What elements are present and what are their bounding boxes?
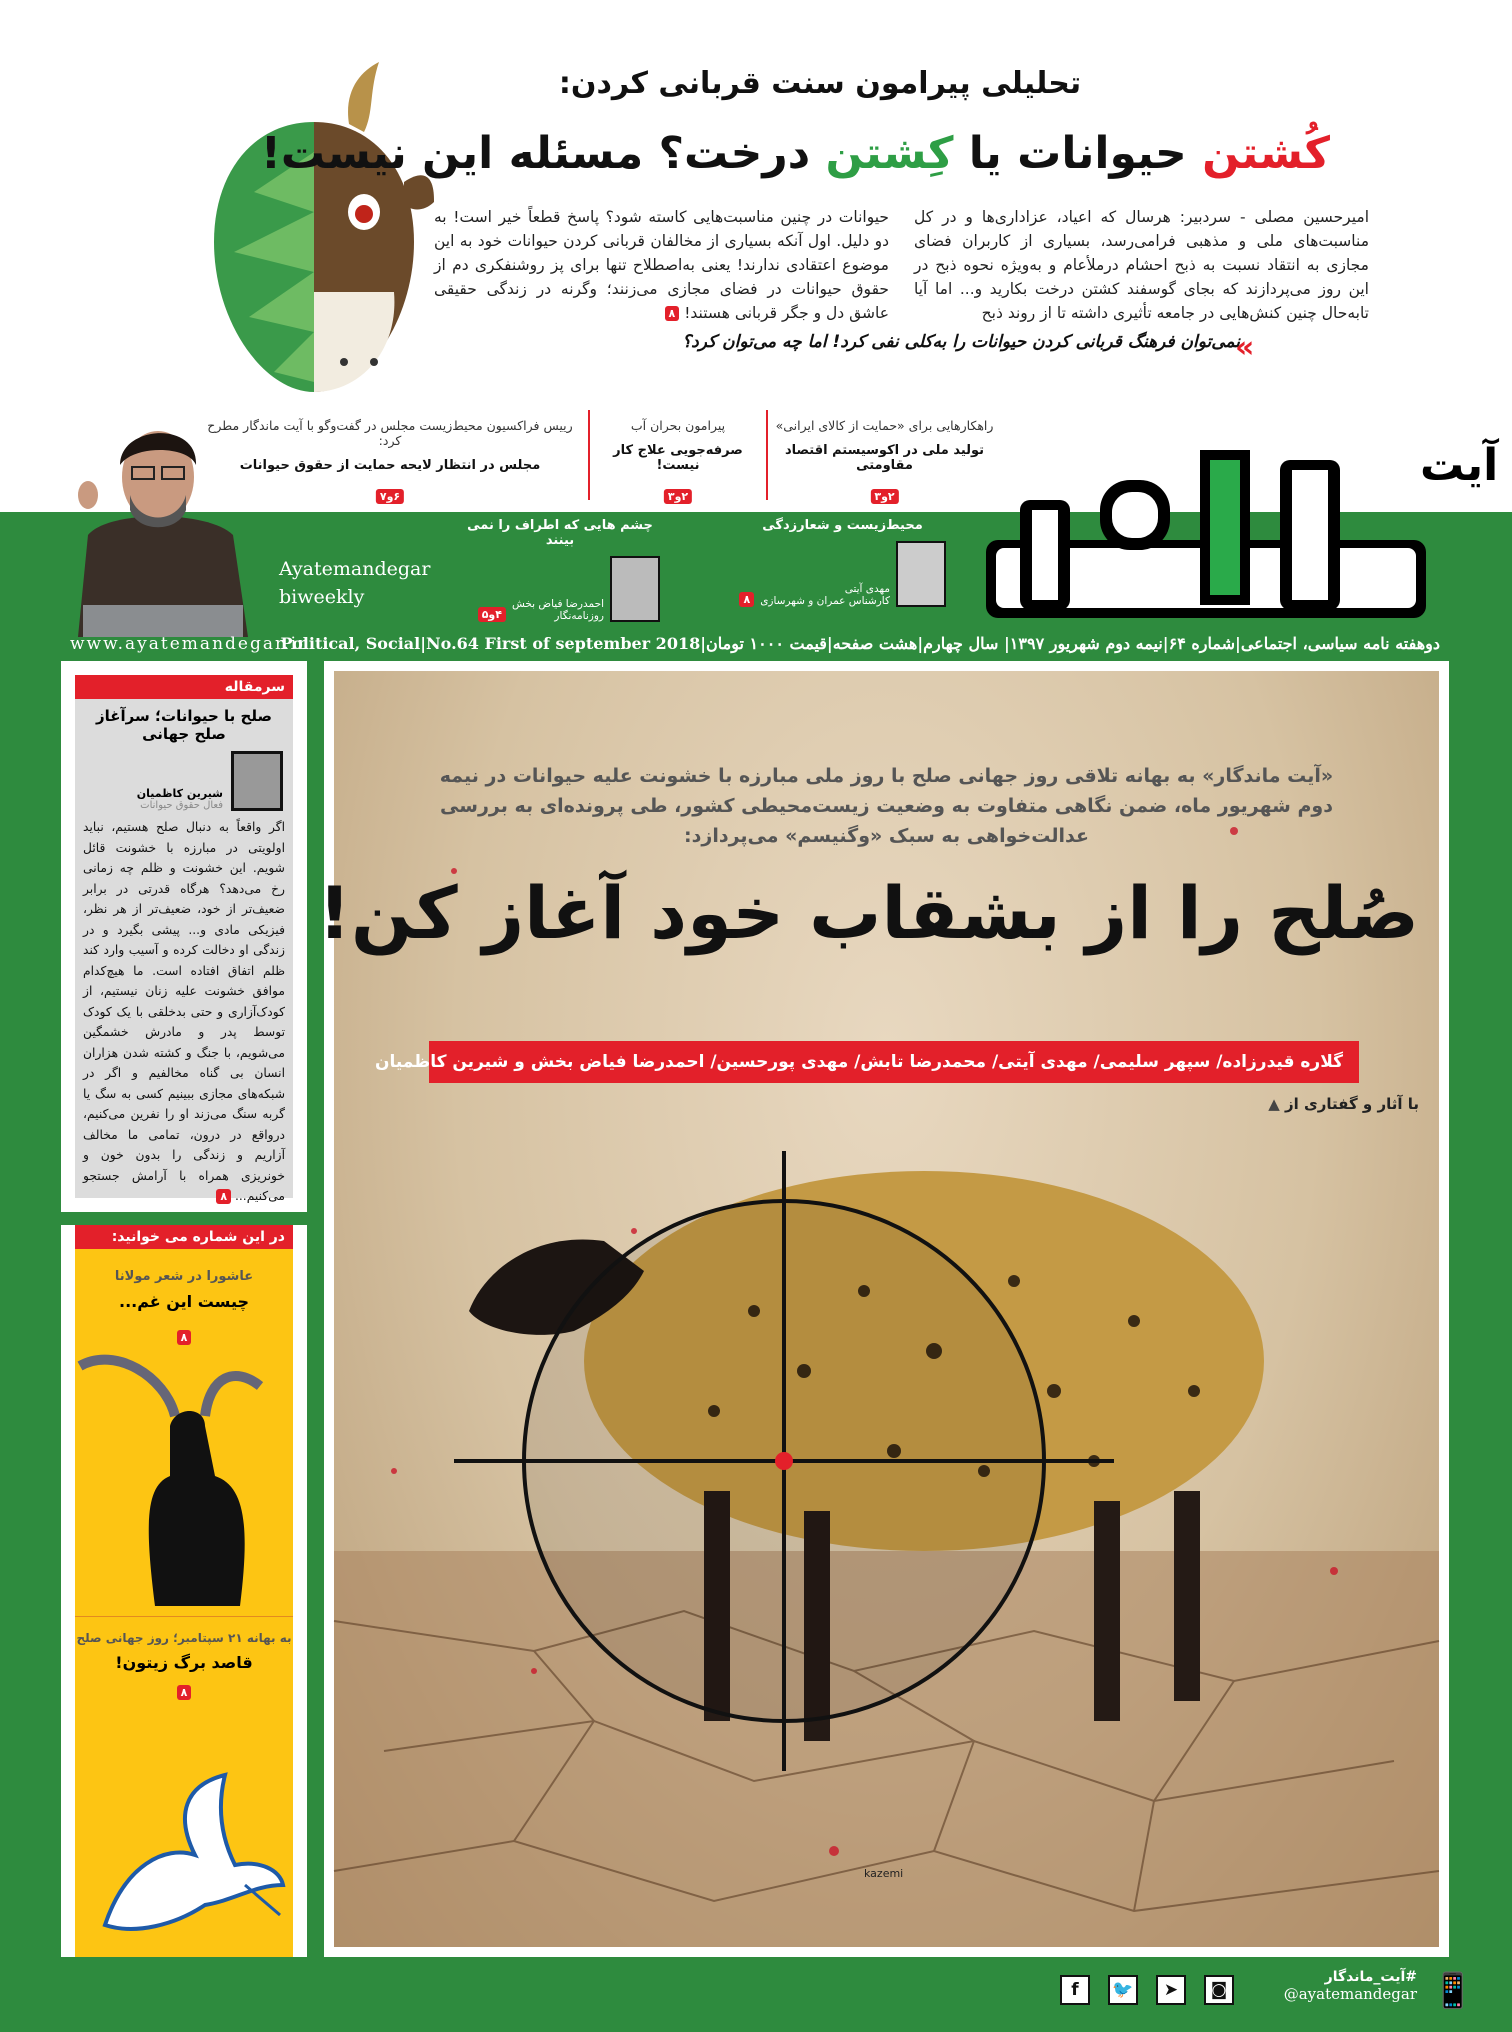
toc-panel bbox=[61, 1225, 307, 1957]
website-link[interactable]: www.ayatemandegar.ir bbox=[70, 634, 309, 654]
triangle-up-icon: ▲ bbox=[1268, 1095, 1280, 1113]
issue-info-line: دوهفته نامه سیاسی، اجتماعی|شماره ۶۴|نیمه دوم شهریور ۱۳۹۷| سال چهارم|هشت صفحه|قیمت ۱۰۰۰ تومان|Political, Social|No.64 First of september 2018 bbox=[280, 634, 1440, 653]
editorial-label: سرمقاله bbox=[75, 675, 293, 699]
cover-intro: «آیت ماندگار» به بهانه تلاقی روز جهانی صلح با روز ملی مبارزه با خشونت علیه حیوانات در نیمه دوم شهریور ماه، ضمن نگاهی متفاوت به وضعیت زیست‌محیطی کشور، طی پرونده‌ای به بررسی عدالت‌خواهی به سبک «وگنیسم» می‌پردازد: bbox=[439, 765, 1334, 847]
cover-story bbox=[318, 661, 1449, 1957]
teaser-2[interactable]: پیرامون بحران آب صرفه‌جویی علاج کار نیست! ۲و۳ bbox=[613, 418, 743, 503]
svg-text:آیت: آیت bbox=[1420, 440, 1499, 491]
editorial-panel: سرمقاله صلح با حیوانات؛ سرآغاز صلح جهانی شیرین کاظمیان فعال حقوق حیوانات اگر واقعاً به دنبال صلح هستیم، نباید اولویتی در مبارزه با خشونت قائل شویم. این خشونت و ظلم چه زمانی رخ می‌دهد؟ هرگاه قدرتی در برابر ضعیف‌تر از خود، ضعیف‌تر از هر نظر، فیزیکی مادی و... پیشی بگیرد و در زندگی او دخالت کرده و آسیب وارد کند ظلم اتفاق افتاده است. ما هیچ‌کدام موافق خشونت علیه زنان نیستیم، از کودک‌آزاری و حتی بدخلقی با یک کودک توسط پدر و مادرش خشمگین می‌شویم، با جنگ و کشته شدن هزاران انسان بی گناه مخالفیم و اگر در شبکه‌های مجازی ببینیم کسی به سگ یا گربه سنگ می‌زند او را نفرین می‌کنیم، درواقع در درون، تمامی ما مخالف آزاریم و زندگی را بدون خون و خونریزی همراه با آرامش جستجو می‌کنیم... ۸ bbox=[61, 661, 307, 1212]
twitter-icon[interactable]: 🐦 bbox=[1108, 1975, 1138, 2005]
telegram-icon[interactable]: ➤ bbox=[1156, 1975, 1186, 2005]
columnist-2[interactable]: چشم هایی که اطراف را نمی بینند احمدرضا فیاض بخش روزنامه‌نگار ۴و۵ bbox=[460, 518, 660, 622]
lead-column-right: امیرحسین مصلی - سردبیر: هرسال که اعیاد، عزاداری‌ها و در کل مناسبت‌های ملی و مذهبی فرامی‌رسد، بسیاری از کاربران فضای مجازی به انتقاد نسبت به ذبح احشام درملأعام و به‌ویژه نحوه ذبح در این روز می‌پردازند که بجای گوسفند کشتن درخت بکارید و... اما آیا تابه‌حال چنین کنش‌هایی در جامعه تأثیری داشته تا از روند ذبح bbox=[914, 208, 1369, 322]
toc-label: در این شماره می خوانید: bbox=[75, 1225, 293, 1249]
english-masthead: Ayatemandegar biweekly bbox=[279, 558, 431, 608]
columnist-photo bbox=[896, 541, 946, 607]
author-photo bbox=[231, 751, 283, 811]
interviewee-photo bbox=[58, 415, 266, 637]
facebook-icon[interactable]: f bbox=[1060, 1975, 1090, 2005]
toc-item-2[interactable]: به بهانه ۲۱ سپتامبر؛ روز جهانی صلح قاصد برگ زیتون! ۸ bbox=[75, 1616, 293, 1701]
cover-authors: گلاره قیدرزاده/ سپهر سلیمی/ مهدی آیتی/ محمدرضا تابش/ مهدی پورحسین/ احمدرضا فیاض بخش و شیرین کاظمیان bbox=[429, 1041, 1359, 1083]
toc-item-1[interactable]: عاشورا در شعر مولانا چیست این غم... ۸ bbox=[114, 1269, 254, 1344]
cover-illustration bbox=[318, 671, 1439, 1947]
columnist-1[interactable]: محیط‌زیست و شعارزدگی مهدی آیتی کارشناس عمران و شهرسازی ۸ bbox=[739, 518, 946, 607]
dove-icon bbox=[85, 1775, 285, 1949]
editorial-title[interactable]: صلح با حیوانات؛ سرآغاز صلح جهانی bbox=[96, 707, 272, 743]
divider bbox=[766, 410, 768, 500]
divider bbox=[588, 410, 590, 500]
cover-title[interactable]: صُلح را از بشقاب خود آغاز کن! bbox=[318, 871, 1419, 955]
instagram-icon[interactable]: ◙ bbox=[1204, 1975, 1234, 2005]
teaser-3[interactable]: رییس فراکسیون محیط‌زیست مجلس در گفت‌وگو با آیت ماندگار مطرح کرد: مجلس در انتظار لایحه حمایت از حقوق حیوانات ۶و۷ bbox=[207, 418, 573, 503]
hashtag-link[interactable]: #آیت_ماندگار bbox=[1324, 1969, 1417, 1985]
editorial-body: اگر واقعاً به دنبال صلح هستیم، نباید اولویتی در مبارزه با خشونت قائل شویم. این خشونت و ظلم چه زمانی رخ می‌دهد؟ هرگاه قدرتی در برابر ضعیف‌تر از خود، ضعیف‌تر از هر نظر، فیزیکی مادی و... پیشی بگیرد و در زندگی او دخالت کرده و آسیب وارد کند ظلم اتفاق افتاده است. ما هیچ‌کدام موافق خشونت علیه زنان نیستیم، از کودک‌آزاری و حتی بدخلقی با یک کودک توسط پدر و مادرش خشمگین می‌شویم، با جنگ و کشته شدن هزاران انسان بی گناه مخالفیم و اگر در شبکه‌های مجازی ببینیم کسی به سگ یا گربه سنگ می‌زند او را نفرین می‌کنیم، درواقع در درون، تمامی ما مخالف آزاریم و زندگی را بدون خون و خونریزی همراه با آرامش جستجو می‌کنیم... ۸ bbox=[83, 820, 285, 1203]
lead-subline: نمی‌توان فرهنگ قربانی کردن حیوانات را به‌کلی نفی کرد! اما چه می‌توان کرد؟ bbox=[682, 332, 1240, 352]
columnist-photo bbox=[610, 556, 660, 622]
phone-hashtag-icon: 📱 bbox=[1431, 1971, 1474, 2011]
page-badge[interactable]: ۸ bbox=[665, 306, 680, 321]
logo[interactable] bbox=[980, 420, 1499, 625]
lead-headline[interactable]: کُشتن حیوانات یا کِشتن درخت؟ مسئله این نیست! bbox=[260, 128, 1330, 179]
lead-kicker: تحلیلی پیرامون سنت قربانی کردن: bbox=[558, 66, 1082, 101]
ashura-silhouette-image bbox=[75, 1346, 293, 1616]
handle-link[interactable]: @ayatemandegar bbox=[1283, 1985, 1417, 2003]
chevrons-left-icon: « bbox=[1235, 330, 1255, 365]
authors-label: با آثار و گفتاری از ▲ bbox=[1268, 1095, 1419, 1113]
artist-signature: kazemi bbox=[864, 1867, 904, 1880]
cow-tree-illustration bbox=[194, 62, 434, 398]
lead-column-left: حیوانات در چنین مناسبت‌هایی کاسته شود؟ پاسخ قطعاً خیر است! به دو دلیل. اول آنکه بسیاری از مخالفان قربانی کردن حیوانات خود به این موضوع اعتقادی ندارند! یعنی به‌اصطلاح تنها برای پز روشنفکری دم از حقوق حیوانات در فضای مجازی می‌زنند؛ وگرنه در زندگی حقیقی عاشق دل و جگر قربانی هستند! ۸ bbox=[434, 208, 889, 322]
teaser-1[interactable]: راهکارهایی برای «حمایت از کالای ایرانی» تولید ملی در اکوسیستم اقتصاد مقاومتی ۲و۳ bbox=[775, 418, 994, 503]
footer bbox=[0, 1963, 1512, 2032]
